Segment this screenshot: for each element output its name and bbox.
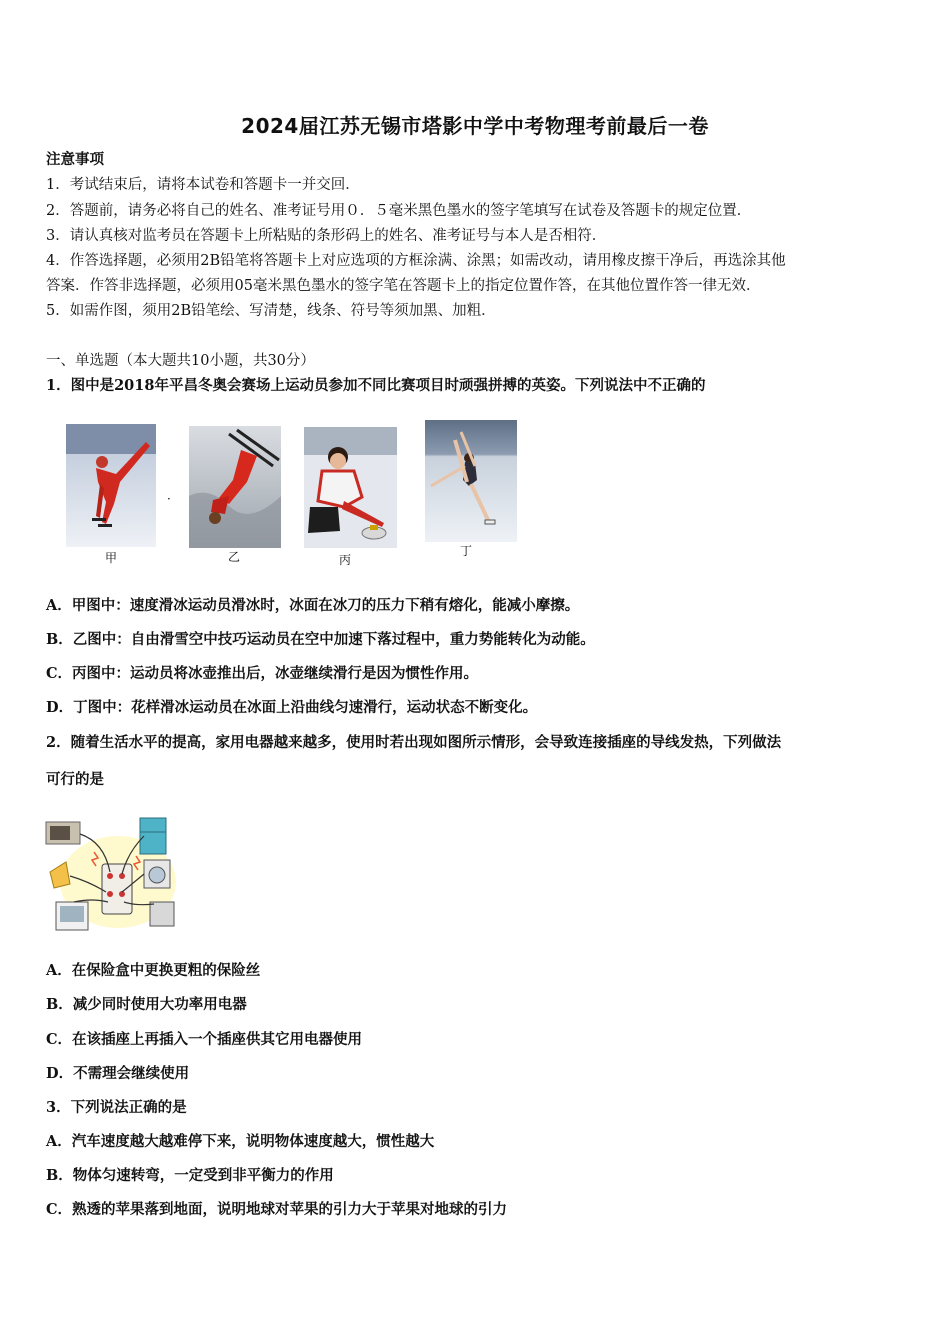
q2-option-b: B．减少同时使用大功率用电器 [46,996,247,1013]
notice-item: 2．答题前，请务必将自己的姓名、准考证号用０．５毫米黑色墨水的签字笔填写在试卷及答题卡的规定位置． [46,203,752,219]
question-2-stem: 2．随着生活水平的提高，家用电器越来越多，使用时若出现如图所示情形，会导致连接插座的导线发热，下列做法 [46,734,782,751]
figure-label-yi: 乙 [227,550,240,564]
section-heading: 一、单选题（本大题共10小题，共30分） [46,353,315,369]
q3-option-a: A．汽车速度越大越难停下来，说明物体速度越大，惯性越大 [46,1133,435,1150]
q3-option-b: B．物体匀速转弯，一定受到非平衡力的作用 [46,1167,334,1184]
q2-option-c: C．在该插座上再插入一个插座供其它用电器使用 [46,1031,363,1048]
q2-option-a: A．在保险盒中更换更粗的保险丝 [46,962,261,979]
question-2-stem-cont: 可行的是 [46,771,104,788]
figure-label-bing: 丙 [338,553,351,567]
notice-item: 4．作答选择题，必须用2B铅笔将答题卡上对应选项的方框涂满、涂黑；如需改动，请用橡皮擦干净后，再选涂其他 [46,253,786,269]
q1-option-c: C．丙图中：运动员将冰壶推出后，冰壶继续滑行是因为惯性作用。 [46,665,479,682]
aerial-skier-image [189,426,281,548]
speed-skater-image [66,424,156,547]
notice-item: 答案．作答非选择题，必须用05毫米黑色墨水的签字笔在答题卡上的指定位置作答，在其他位置作答一律无效． [46,278,761,294]
figure-label-ding: 丁 [459,544,472,558]
page-title: 2024届江苏无锡市塔影中学中考物理考前最后一卷 [241,114,709,138]
question-3-stem: 3．下列说法正确的是 [46,1099,187,1116]
figure-label-jia: 甲 [104,551,117,565]
notice-item: 3．请认真核对监考员在答题卡上所粘贴的条形码上的姓名、准考证号与本人是否相符． [46,228,607,244]
notice-heading: 注意事项 [46,151,104,168]
q1-option-a: A．甲图中：速度滑冰运动员滑冰时，冰面在冰刀的压力下稍有熔化，能减小摩擦。 [46,597,580,614]
q1-option-d: D．丁图中：花样滑冰运动员在冰面上沿曲线匀速滑行，运动状态不断变化。 [46,699,538,716]
notice-item: 1．考试结束后，请将本试卷和答题卡一并交回． [46,177,360,193]
notice-item: 5．如需作图，须用2B铅笔绘、写清楚，线条、符号等须加黑、加粗． [46,303,496,319]
overloaded-socket-image [44,802,189,942]
q1-option-b: B．乙图中：自由滑雪空中技巧运动员在空中加速下落过程中，重力势能转化为动能。 [46,631,595,648]
q2-option-d: D．不需理会继续使用 [46,1065,190,1082]
figure-skater-image [425,420,517,542]
q3-option-c: C．熟透的苹果落到地面，说明地球对苹果的引力大于苹果对地球的引力 [46,1201,508,1218]
question-1-stem: 1．图中是2018年平昌冬奥会赛场上运动员参加不同比赛项目时顽强拼搏的英姿。下列说法中不正确的 [46,377,706,394]
dot-mark: · [167,492,171,506]
curler-image [304,427,397,548]
